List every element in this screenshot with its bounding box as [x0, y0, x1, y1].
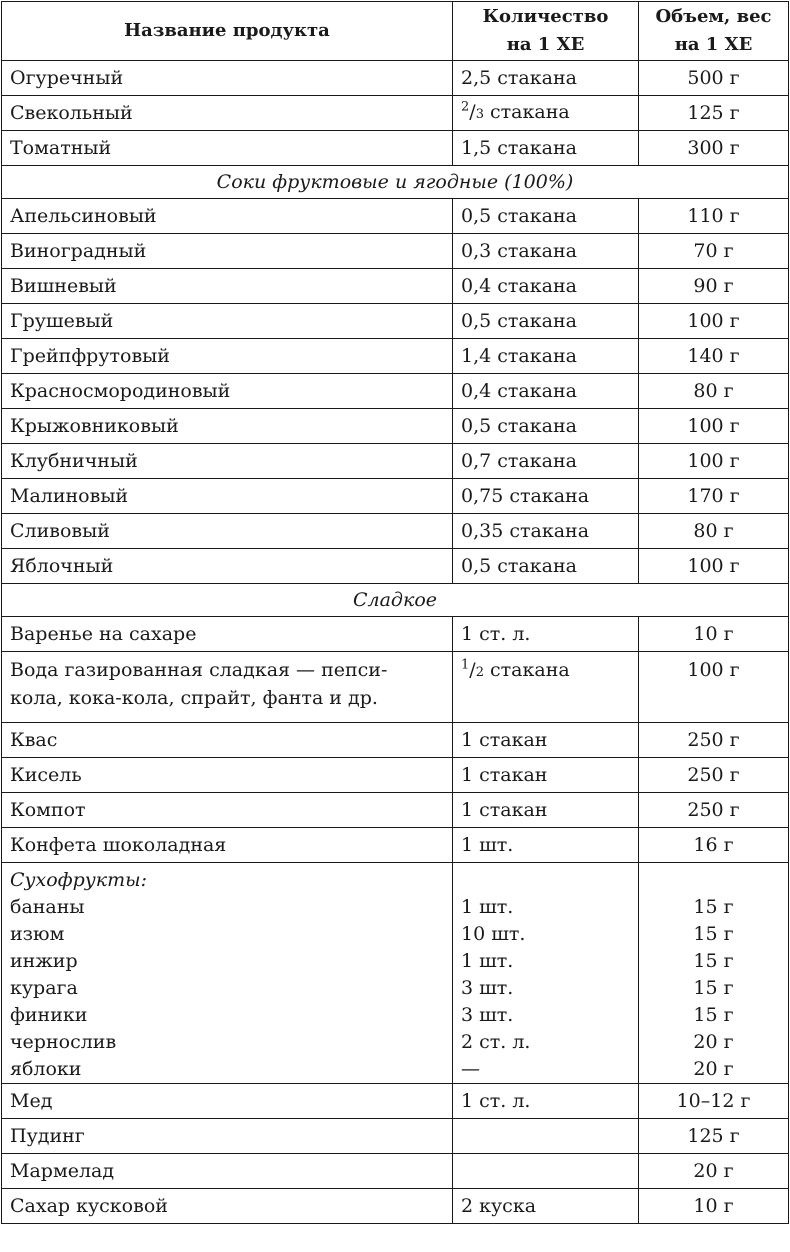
fraction-denominator: 3 [475, 106, 484, 122]
product-vol: 70 г [639, 234, 789, 269]
product-vol: 170 г [639, 479, 789, 514]
table-row [2, 96, 789, 131]
product-name: Грушевый [2, 304, 453, 339]
dried-fruit-qty: 2 ст. л. [461, 1031, 531, 1053]
product-qty: 1 шт. [453, 828, 639, 863]
product-vol: 20 г [639, 1154, 789, 1189]
dried-fruit-name: яблоки [10, 1058, 82, 1080]
fraction-denominator: 2 [475, 665, 484, 680]
product-name: Мед [2, 1084, 453, 1119]
product-vol: 10 г [639, 1189, 789, 1224]
dried-fruits-vol [639, 863, 789, 1084]
dried-fruit-qty: 1 шт. [461, 896, 514, 918]
dried-fruit-qty: 3 шт. [461, 1004, 514, 1026]
product-vol: 125 г [639, 96, 789, 131]
product-vol: 100 г [639, 409, 789, 444]
dried-fruit-vol: 15 г [693, 950, 734, 972]
table-row [2, 723, 789, 758]
product-qty: 0,5 стакана [453, 549, 639, 584]
product-name: Конфета шоколадная [2, 828, 453, 863]
product-name: Грейпфрутовый [2, 339, 453, 374]
table-row [2, 409, 789, 444]
product-name: Огуречный [2, 61, 453, 96]
dried-fruit-name: курага [10, 977, 78, 999]
dried-fruit-vol: 15 г [693, 896, 734, 918]
xe-table [1, 1, 789, 1224]
product-vol: 80 г [639, 374, 789, 409]
product-qty: 0,5 стакана [453, 304, 639, 339]
product-qty: 0,75 стакана [453, 479, 639, 514]
table-row [2, 1154, 789, 1189]
table-row [2, 828, 789, 863]
product-qty: $^2$/3 стакана [453, 96, 639, 131]
table-row [2, 479, 789, 514]
table-row [2, 199, 789, 234]
product-qty: $^1$/2 стакана [453, 652, 639, 723]
product-vol: 10–12 г [639, 1084, 789, 1119]
fraction-numerator: 2 [461, 99, 470, 115]
header-vol-text: Объем, вес на 1 ХЕ [655, 6, 772, 55]
table-row [2, 1084, 789, 1119]
product-vol: 125 г [639, 1119, 789, 1154]
product-qty [453, 1119, 639, 1154]
product-vol: 100 г [639, 652, 789, 723]
product-qty: 1 стакан [453, 758, 639, 793]
dried-fruit-qty: 3 шт. [461, 977, 514, 999]
dried-fruits-names [2, 863, 453, 1084]
product-qty: 0,4 стакана [453, 374, 639, 409]
product-qty: 0,5 стакана [453, 409, 639, 444]
dried-fruit-name: изюм [10, 923, 65, 945]
product-name [2, 652, 453, 723]
product-vol: 10 г [639, 617, 789, 652]
product-name: Виноградный [2, 234, 453, 269]
product-name: Мармелад [2, 1154, 453, 1189]
table-row [2, 758, 789, 793]
table-row [2, 514, 789, 549]
product-vol: 140 г [639, 339, 789, 374]
product-name: Пудинг [2, 1119, 453, 1154]
product-vol: 300 г [639, 131, 789, 166]
table-row [2, 234, 789, 269]
product-name: Кисель [2, 758, 453, 793]
product-vol: 16 г [639, 828, 789, 863]
dried-fruits-title: Сухофрукты: [10, 869, 148, 891]
fraction-numerator: 1 [461, 657, 470, 673]
product-name-line: Вода газированная сладкая — пепси- [10, 659, 388, 681]
product-name: Сливовый [2, 514, 453, 549]
dried-fruit-vol: 20 г [693, 1031, 734, 1053]
table-row-dried-fruits [2, 863, 789, 1084]
product-vol: 250 г [639, 723, 789, 758]
product-qty: 0,5 стакана [453, 199, 639, 234]
dried-fruit-vol: 15 г [693, 977, 734, 999]
dried-fruit-vol: 15 г [693, 923, 734, 945]
table-row [2, 1189, 789, 1224]
product-qty: 1,5 стакана [453, 131, 639, 166]
dried-fruit-qty: 10 шт. [461, 923, 526, 945]
table-row [2, 652, 789, 723]
product-name: Компот [2, 793, 453, 828]
product-qty: 1 стакан [453, 723, 639, 758]
table-row [2, 304, 789, 339]
product-name: Квас [2, 723, 453, 758]
product-qty: 2,5 стакана [453, 61, 639, 96]
dried-fruit-name: финики [10, 1004, 88, 1026]
product-qty: 1 ст. л. [453, 1084, 639, 1119]
product-qty: 1 стакан [453, 793, 639, 828]
product-qty: 2 куска [453, 1189, 639, 1224]
product-vol: 100 г [639, 304, 789, 339]
dried-fruit-qty: — [461, 1058, 480, 1080]
product-vol: 90 г [639, 269, 789, 304]
dried-fruit-name: инжир [10, 950, 78, 972]
table-row [2, 374, 789, 409]
table-row [2, 339, 789, 374]
table-header-row [2, 2, 789, 61]
product-name: Свекольный [2, 96, 453, 131]
product-qty: 1 ст. л. [453, 617, 639, 652]
table-row [2, 549, 789, 584]
product-qty: 0,3 стакана [453, 234, 639, 269]
dried-fruit-name: чернослив [10, 1031, 117, 1053]
product-name: Крыжовниковый [2, 409, 453, 444]
dried-fruit-name: бананы [10, 896, 85, 918]
product-name: Сахар кусковой [2, 1189, 453, 1224]
product-name: Апельсиновый [2, 199, 453, 234]
dried-fruits-qty [453, 863, 639, 1084]
qty-unit: стакана [483, 100, 570, 123]
table-row [2, 444, 789, 479]
table-row [2, 793, 789, 828]
section-title: Соки фруктовые и ягодные (100%) [2, 166, 789, 199]
section-title: Сладкое [2, 584, 789, 617]
table-row [2, 269, 789, 304]
product-vol: 500 г [639, 61, 789, 96]
product-name: Варенье на сахаре [2, 617, 453, 652]
product-vol: 110 г [639, 199, 789, 234]
header-qty [453, 2, 639, 61]
product-vol: 80 г [639, 514, 789, 549]
product-name: Яблочный [2, 549, 453, 584]
product-vol: 100 г [639, 549, 789, 584]
table-row [2, 61, 789, 96]
product-qty: 0,7 стакана [453, 444, 639, 479]
section-row-sweets [2, 584, 789, 617]
dried-fruit-qty: 1 шт. [461, 950, 514, 972]
section-row-fruit-juices [2, 166, 789, 199]
product-name-line: кола, кока-кола, спрайт, фанта и др. [10, 687, 378, 709]
product-qty [453, 1154, 639, 1189]
dried-fruit-vol: 20 г [693, 1058, 734, 1080]
product-vol: 250 г [639, 793, 789, 828]
product-qty: 0,35 стакана [453, 514, 639, 549]
table-row [2, 1119, 789, 1154]
table-row [2, 131, 789, 166]
product-name: Клубничный [2, 444, 453, 479]
product-vol: 250 г [639, 758, 789, 793]
product-qty: 0,4 стакана [453, 269, 639, 304]
product-vol: 100 г [639, 444, 789, 479]
product-name: Красносмородиновый [2, 374, 453, 409]
table-row [2, 617, 789, 652]
product-name: Малиновый [2, 479, 453, 514]
dried-fruit-vol: 15 г [693, 1004, 734, 1026]
qty-unit: стакана [483, 659, 570, 681]
product-qty: 1,4 стакана [453, 339, 639, 374]
product-name: Вишневый [2, 269, 453, 304]
product-name: Томатный [2, 131, 453, 166]
header-vol [639, 2, 789, 61]
header-name: Название продукта [2, 2, 453, 61]
header-qty-text: Количество на 1 ХЕ [482, 6, 609, 55]
